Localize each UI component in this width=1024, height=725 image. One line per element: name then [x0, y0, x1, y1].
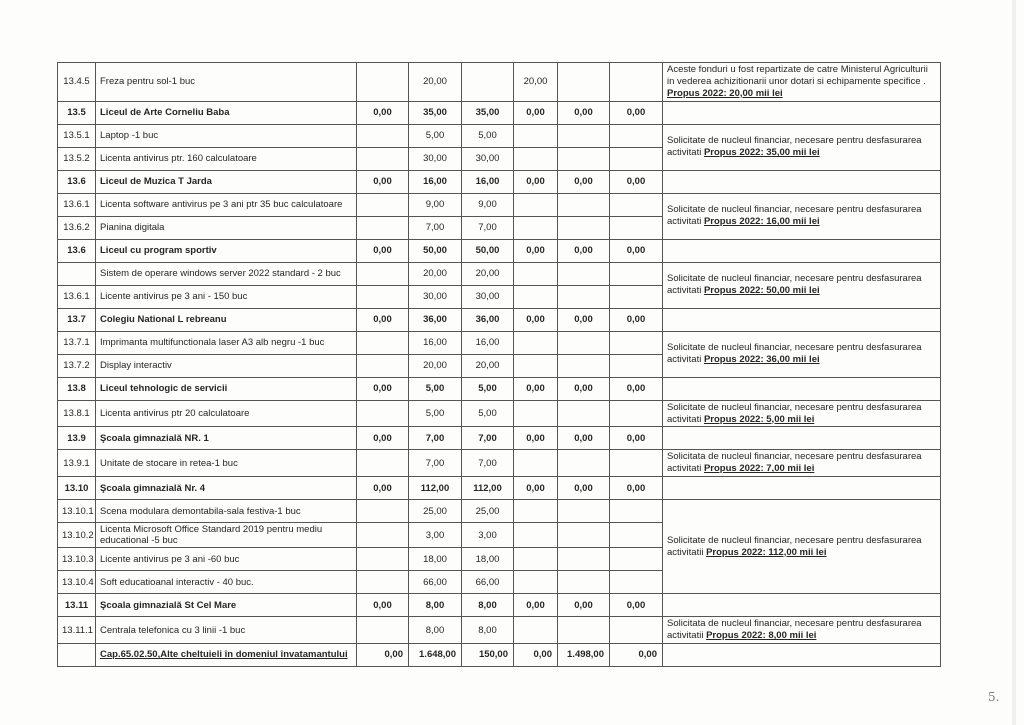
value-cell — [514, 354, 558, 377]
table-row — [58, 193, 941, 216]
row-number-cell: 13.8.1 — [58, 400, 96, 427]
value-cell — [357, 571, 409, 594]
value-cell: 8,00 — [409, 617, 462, 644]
description-cell: Şcoala gimnazială St Cel Mare — [96, 594, 357, 617]
note-cell — [663, 124, 941, 170]
value-cell: 16,00 — [462, 331, 514, 354]
description-cell: Liceul de Arte Corneliu Baba — [96, 101, 357, 124]
value-cell: 7,00 — [409, 216, 462, 239]
note-text: Solicitate de nucleul financiar, necesare pentru desfasurarea activitati — [667, 273, 922, 297]
value-cell: 0,00 — [610, 170, 663, 193]
value-cell: 0,00 — [514, 477, 558, 500]
description-cell: Scena modulara demontabila-sala festiva-1 buc — [96, 500, 357, 523]
description-cell: Şcoala gimnazială NR. 1 — [96, 427, 357, 450]
note-cell — [663, 63, 941, 102]
value-cell — [462, 63, 514, 102]
value-cell: 0,00 — [514, 427, 558, 450]
value-cell: 0,00 — [558, 477, 610, 500]
note-cell — [663, 643, 941, 666]
value-cell: 0,00 — [357, 308, 409, 331]
value-cell — [610, 500, 663, 523]
description-cell: Display interactiv — [96, 354, 357, 377]
description-cell: Unitate de stocare in retea-1 buc — [96, 450, 357, 477]
value-cell: 8,00 — [409, 594, 462, 617]
note-propus: Propus 2022: 35,00 mii lei — [703, 147, 820, 159]
row-number-cell: 13.6.1 — [58, 285, 96, 308]
value-cell — [357, 262, 409, 285]
value-cell: 5,00 — [462, 400, 514, 427]
value-cell — [514, 450, 558, 477]
note-cell — [663, 400, 941, 427]
note-text: Aceste fonduri u fost repartizate de catre Ministerul Agriculturii in vederea achizitionarii unor dotari si echipamente specifice . — [667, 64, 928, 87]
value-cell — [610, 523, 663, 548]
value-cell: 66,00 — [409, 571, 462, 594]
value-cell: 7,00 — [409, 450, 462, 477]
value-cell: 0,00 — [357, 477, 409, 500]
table-row — [58, 239, 941, 262]
row-number-cell: 13.6 — [58, 170, 96, 193]
value-cell — [514, 548, 558, 571]
note-cell — [663, 450, 941, 477]
row-number-cell: 13.5.1 — [58, 124, 96, 147]
note-text: Solicitate de nucleul financiar, necesare pentru desfasurarea activitati — [667, 204, 922, 228]
value-cell — [558, 450, 610, 477]
value-cell: 5,00 — [462, 377, 514, 400]
table-row — [58, 477, 941, 500]
value-cell — [558, 548, 610, 571]
value-cell: 1.648,00 — [409, 643, 462, 666]
value-cell — [558, 285, 610, 308]
row-number-cell: 13.5 — [58, 101, 96, 124]
description-cell: Imprimanta multifunctionala laser A3 alb negru -1 buc — [96, 331, 357, 354]
value-cell: 5,00 — [409, 377, 462, 400]
note-text: Solicitata de nucleul financiar, necesare pentru desfasurarea activitati — [667, 451, 922, 475]
value-cell: 35,00 — [409, 101, 462, 124]
description-cell: Soft educatioanal interactiv - 40 buc. — [96, 571, 357, 594]
value-cell — [558, 617, 610, 644]
value-cell — [558, 124, 610, 147]
note-cell — [663, 101, 941, 124]
note-cell — [663, 193, 941, 239]
note-cell — [663, 170, 941, 193]
table-row — [58, 500, 941, 523]
note-propus: Propus 2022: 16,00 mii lei — [703, 216, 820, 228]
value-cell: 30,00 — [409, 147, 462, 170]
value-cell: 0,00 — [514, 308, 558, 331]
page-number: 5. — [988, 690, 1000, 704]
note-cell — [663, 427, 941, 450]
value-cell: 0,00 — [558, 308, 610, 331]
row-number-cell: 13.7 — [58, 308, 96, 331]
value-cell: 30,00 — [462, 285, 514, 308]
note-cell — [663, 477, 941, 500]
row-number-cell — [58, 643, 96, 666]
note-text: Solicitate de nucleul financiar, necesare pentru desfasurarea activitati — [667, 342, 922, 366]
value-cell: 3,00 — [462, 523, 514, 548]
value-cell — [610, 331, 663, 354]
value-cell — [357, 450, 409, 477]
table-row — [58, 262, 941, 285]
note-cell — [663, 308, 941, 331]
value-cell — [610, 400, 663, 427]
note-cell — [663, 239, 941, 262]
note-cell — [663, 331, 941, 377]
row-number-cell: 13.10.1 — [58, 500, 96, 523]
note-propus: Propus 2022: 36,00 mii lei — [703, 354, 820, 366]
value-cell — [610, 548, 663, 571]
value-cell — [514, 147, 558, 170]
note-propus: Propus 2022: 5,00 mii lei — [703, 413, 815, 425]
row-number-cell: 13.5.2 — [58, 147, 96, 170]
value-cell — [514, 523, 558, 548]
value-cell — [357, 500, 409, 523]
value-cell — [610, 285, 663, 308]
description-cell: Laptop -1 buc — [96, 124, 357, 147]
value-cell — [610, 63, 663, 102]
value-cell: 0,00 — [357, 643, 409, 666]
value-cell: 0,00 — [558, 170, 610, 193]
value-cell: 20,00 — [409, 354, 462, 377]
description-cell: Liceul de Muzica T Jarda — [96, 170, 357, 193]
value-cell: 0,00 — [514, 643, 558, 666]
value-cell — [558, 500, 610, 523]
row-number-cell: 13.7.2 — [58, 354, 96, 377]
value-cell — [558, 63, 610, 102]
value-cell: 150,00 — [462, 643, 514, 666]
value-cell: 20,00 — [514, 63, 558, 102]
note-propus: Propus 2022: 50,00 mii lei — [703, 285, 820, 297]
value-cell: 0,00 — [357, 594, 409, 617]
value-cell: 18,00 — [409, 548, 462, 571]
value-cell — [514, 262, 558, 285]
value-cell: 25,00 — [462, 500, 514, 523]
value-cell — [610, 193, 663, 216]
value-cell: 0,00 — [558, 101, 610, 124]
value-cell — [610, 262, 663, 285]
table-row — [58, 170, 941, 193]
value-cell: 30,00 — [409, 285, 462, 308]
value-cell: 0,00 — [610, 427, 663, 450]
table-row — [58, 617, 941, 644]
value-cell: 0,00 — [514, 170, 558, 193]
value-cell: 0,00 — [514, 594, 558, 617]
value-cell — [610, 124, 663, 147]
value-cell: 20,00 — [409, 262, 462, 285]
value-cell — [610, 216, 663, 239]
value-cell: 0,00 — [357, 377, 409, 400]
value-cell: 0,00 — [357, 101, 409, 124]
value-cell — [558, 523, 610, 548]
description-cell: Licenta Microsoft Office Standard 2019 pentru mediu educational -5 buc — [96, 523, 357, 548]
description-cell: Liceul cu program sportiv — [96, 239, 357, 262]
value-cell: 20,00 — [462, 262, 514, 285]
value-cell: 35,00 — [462, 101, 514, 124]
value-cell: 0,00 — [514, 377, 558, 400]
value-cell: 18,00 — [462, 548, 514, 571]
scan-edge-shadow — [1012, 0, 1016, 725]
description-cell: Şcoala gimnazială Nr. 4 — [96, 477, 357, 500]
value-cell: 36,00 — [409, 308, 462, 331]
table-row — [58, 450, 941, 477]
value-cell: 50,00 — [462, 239, 514, 262]
row-number-cell: 13.7.1 — [58, 331, 96, 354]
value-cell: 5,00 — [462, 124, 514, 147]
value-cell — [610, 450, 663, 477]
value-cell: 1.498,00 — [558, 643, 610, 666]
description-cell: Licente antivirus pe 3 ani -60 buc — [96, 548, 357, 571]
value-cell — [610, 571, 663, 594]
value-cell — [610, 617, 663, 644]
row-number-cell: 13.6.2 — [58, 216, 96, 239]
value-cell — [514, 571, 558, 594]
description-cell: Licenta antivirus ptr 20 calculatoare — [96, 400, 357, 427]
value-cell: 0,00 — [610, 477, 663, 500]
description-cell: Cap.65.02.50,Alte cheltuieli în domeniul învatamantului — [96, 643, 357, 666]
value-cell: 30,00 — [462, 147, 514, 170]
value-cell: 0,00 — [610, 101, 663, 124]
table-row — [58, 594, 941, 617]
value-cell: 0,00 — [558, 239, 610, 262]
value-cell — [558, 216, 610, 239]
table-row — [58, 63, 941, 102]
value-cell — [357, 617, 409, 644]
value-cell: 0,00 — [514, 239, 558, 262]
budget-table-body — [58, 63, 941, 667]
row-number-cell: 13.9.1 — [58, 450, 96, 477]
value-cell: 0,00 — [514, 101, 558, 124]
note-propus: Propus 2022: 20,00 mii lei — [667, 87, 783, 99]
note-text: Solicitata de nucleul financiar, necesare pentru desfasurarea activitatii — [667, 618, 922, 641]
value-cell — [558, 571, 610, 594]
value-cell: 25,00 — [409, 500, 462, 523]
value-cell: 3,00 — [409, 523, 462, 548]
value-cell: 7,00 — [462, 427, 514, 450]
value-cell — [357, 216, 409, 239]
value-cell — [357, 63, 409, 102]
value-cell — [558, 354, 610, 377]
value-cell — [514, 617, 558, 644]
value-cell: 112,00 — [462, 477, 514, 500]
value-cell: 0,00 — [558, 377, 610, 400]
value-cell: 7,00 — [409, 427, 462, 450]
value-cell: 0,00 — [558, 594, 610, 617]
value-cell: 0,00 — [357, 427, 409, 450]
value-cell: 20,00 — [462, 354, 514, 377]
value-cell — [357, 193, 409, 216]
value-cell: 0,00 — [610, 594, 663, 617]
note-cell — [663, 500, 941, 594]
value-cell — [514, 193, 558, 216]
value-cell — [558, 262, 610, 285]
value-cell: 9,00 — [462, 193, 514, 216]
note-text: Solicitate de nucleul financiar, necesare pentru desfasurarea activitatii — [667, 534, 922, 558]
value-cell — [558, 193, 610, 216]
value-cell — [558, 331, 610, 354]
table-row — [58, 124, 941, 147]
row-number-cell: 13.10.3 — [58, 548, 96, 571]
value-cell: 16,00 — [462, 170, 514, 193]
note-cell — [663, 617, 941, 644]
value-cell: 0,00 — [610, 377, 663, 400]
note-cell — [663, 594, 941, 617]
value-cell — [357, 354, 409, 377]
table-row — [58, 331, 941, 354]
note-propus: Propus 2022: 8,00 mii lei — [706, 630, 817, 641]
value-cell — [514, 216, 558, 239]
value-cell: 7,00 — [462, 216, 514, 239]
value-cell — [610, 147, 663, 170]
row-number-cell: 13.10 — [58, 477, 96, 500]
note-text: Solicitate de nucleul financiar, necesare pentru desfasurarea activitati — [667, 401, 922, 425]
table-row — [58, 308, 941, 331]
value-cell — [357, 331, 409, 354]
value-cell: 0,00 — [357, 170, 409, 193]
row-number-cell: 13.10.4 — [58, 571, 96, 594]
note-cell — [663, 262, 941, 308]
description-cell: Centrala telefonica cu 3 linii -1 buc — [96, 617, 357, 644]
row-number-cell: 13.4.5 — [58, 63, 96, 102]
value-cell: 7,00 — [462, 450, 514, 477]
value-cell: 5,00 — [409, 400, 462, 427]
value-cell — [357, 400, 409, 427]
row-number-cell: 13.8 — [58, 377, 96, 400]
note-propus: Propus 2022: 7,00 mii lei — [703, 463, 815, 475]
value-cell: 112,00 — [409, 477, 462, 500]
value-cell: 0,00 — [357, 239, 409, 262]
value-cell — [514, 331, 558, 354]
row-number-cell: 13.11.1 — [58, 617, 96, 644]
note-cell — [663, 377, 941, 400]
value-cell — [514, 285, 558, 308]
budget-table — [57, 62, 941, 667]
value-cell — [357, 124, 409, 147]
table-row — [58, 377, 941, 400]
value-cell: 16,00 — [409, 170, 462, 193]
value-cell — [357, 285, 409, 308]
value-cell — [357, 523, 409, 548]
value-cell — [558, 147, 610, 170]
value-cell — [514, 124, 558, 147]
row-number-cell — [58, 262, 96, 285]
description-cell: Liceul tehnologic de servicii — [96, 377, 357, 400]
row-number-cell: 13.10.2 — [58, 523, 96, 548]
value-cell: 66,00 — [462, 571, 514, 594]
value-cell: 20,00 — [409, 63, 462, 102]
value-cell — [514, 400, 558, 427]
note-propus: Propus 2022: 112,00 mii lei — [706, 546, 827, 558]
value-cell: 0,00 — [558, 427, 610, 450]
description-cell: Pianina digitala — [96, 216, 357, 239]
value-cell — [514, 500, 558, 523]
value-cell: 0,00 — [610, 308, 663, 331]
row-number-cell: 13.11 — [58, 594, 96, 617]
value-cell — [357, 147, 409, 170]
description-cell: Licenta software antivirus pe 3 ani ptr 35 buc calculatoare — [96, 193, 357, 216]
description-cell: Licente antivirus pe 3 ani - 150 buc — [96, 285, 357, 308]
table-row — [58, 101, 941, 124]
value-cell — [610, 354, 663, 377]
value-cell: 0,00 — [610, 239, 663, 262]
table-row — [58, 643, 941, 666]
value-cell: 8,00 — [462, 594, 514, 617]
value-cell: 5,00 — [409, 124, 462, 147]
row-number-cell: 13.9 — [58, 427, 96, 450]
table-row — [58, 400, 941, 427]
value-cell: 0,00 — [610, 643, 663, 666]
value-cell: 36,00 — [462, 308, 514, 331]
value-cell: 50,00 — [409, 239, 462, 262]
table-row — [58, 427, 941, 450]
value-cell: 9,00 — [409, 193, 462, 216]
description-cell: Freza pentru sol-1 buc — [96, 63, 357, 102]
value-cell — [357, 548, 409, 571]
value-cell: 8,00 — [462, 617, 514, 644]
description-cell: Licenta antivirus ptr. 160 calculatoare — [96, 147, 357, 170]
row-number-cell: 13.6.1 — [58, 193, 96, 216]
description-cell: Sistem de operare windows server 2022 standard - 2 buc — [96, 262, 357, 285]
value-cell: 16,00 — [409, 331, 462, 354]
note-text: Solicitate de nucleul financiar, necesare pentru desfasurarea activitati — [667, 135, 922, 159]
value-cell — [558, 400, 610, 427]
row-number-cell: 13.6 — [58, 239, 96, 262]
description-cell: Colegiu National L rebreanu — [96, 308, 357, 331]
